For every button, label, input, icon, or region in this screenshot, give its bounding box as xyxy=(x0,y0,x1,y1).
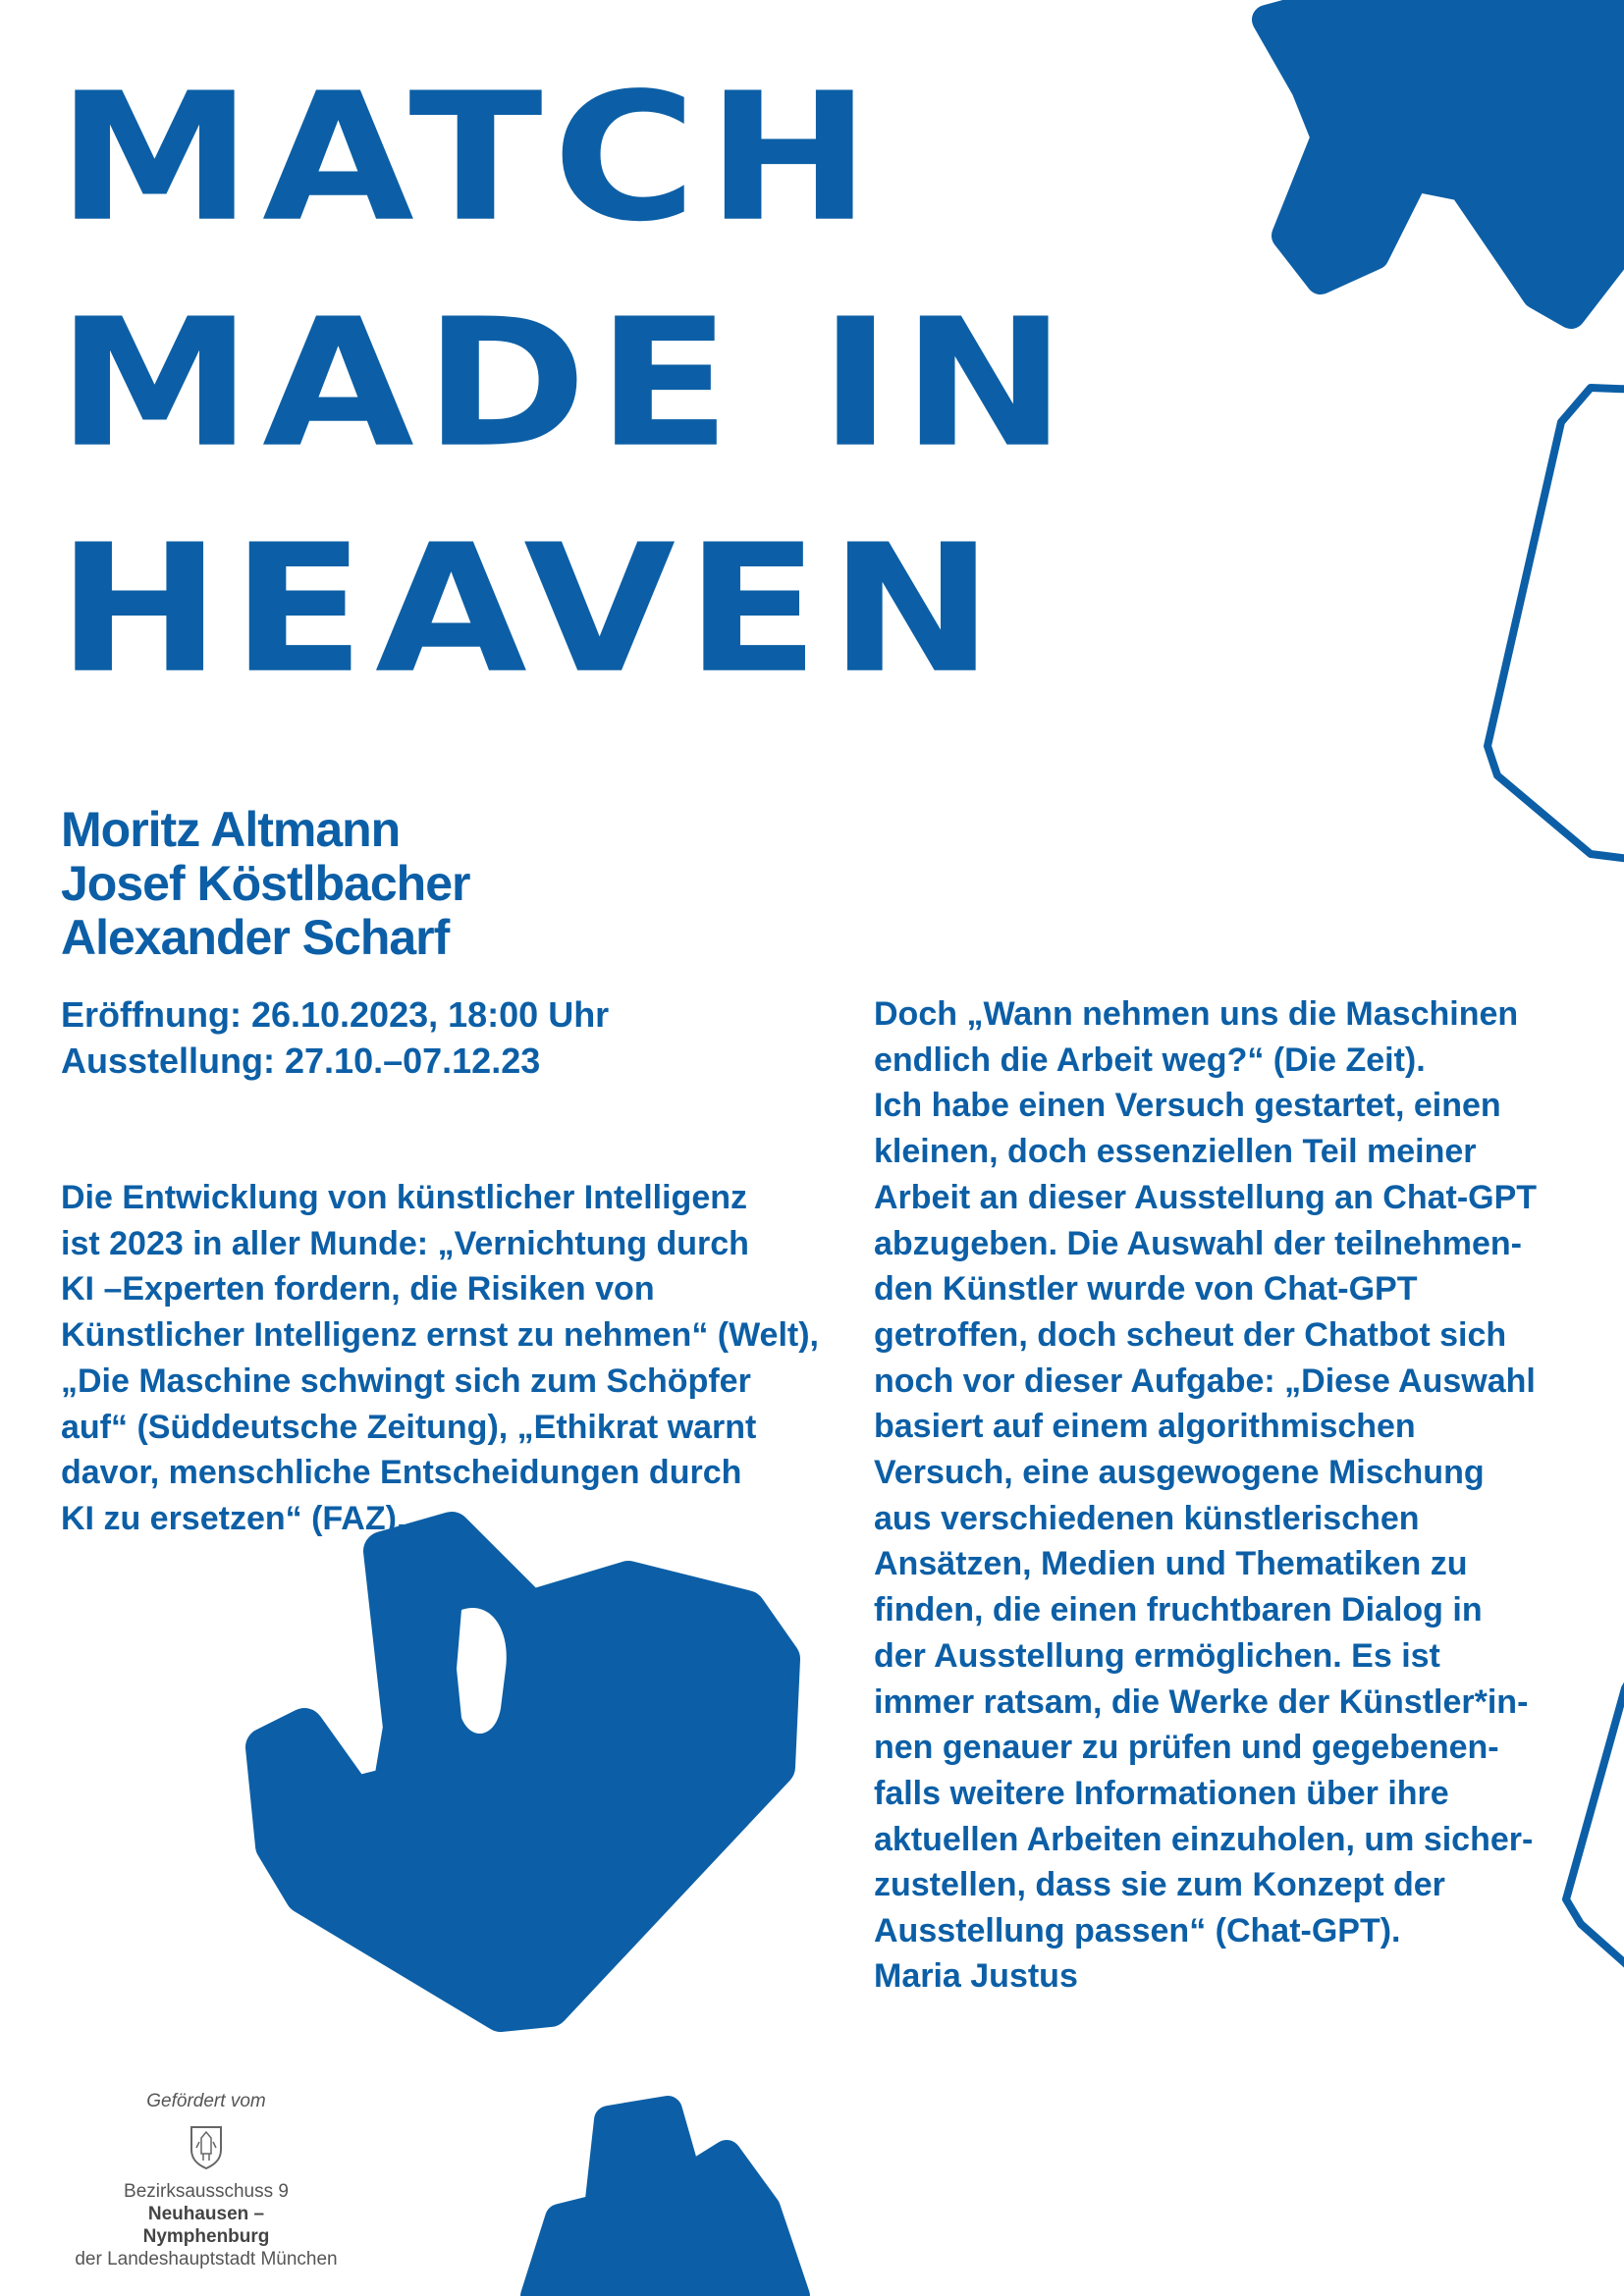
text-line: der Ausstellung ermöglichen. Es ist xyxy=(874,1636,1440,1675)
artist-name: Moritz Altmann xyxy=(61,802,401,857)
sponsor-line: Bezirksausschuss 9 xyxy=(124,2181,289,2202)
text-line: Arbeit an dieser Ausstellung an Chat-GPT xyxy=(874,1178,1538,1216)
title-line: MADE IN xyxy=(57,281,1076,487)
text-line: abzugeben. Die Auswahl der teilnehmen- xyxy=(874,1224,1522,1262)
right-outline-shape xyxy=(1488,388,1624,859)
text-line: nen genauer zu prüfen und gegebenen- xyxy=(874,1729,1499,1767)
sponsor-line: Neuhausen – xyxy=(147,2204,265,2224)
text-line: Ausstellung passen“ (Chat-GPT). xyxy=(874,1912,1401,1950)
text-line: den Künstler wurde von Chat-GPT xyxy=(874,1270,1418,1308)
text-line: Künstlicher Intelligenz ernst zu nehmen“ (Welt), xyxy=(61,1316,820,1355)
text-line: getroffen, doch scheut der Chatbot sich xyxy=(874,1315,1507,1354)
text-line: kleinen, doch essenziellen Teil meiner xyxy=(874,1133,1477,1171)
opening-date: Eröffnung: 26.10.2023, 18:00 Uhr xyxy=(61,994,610,1035)
text-line: „Die Maschine schwingt sich zum Schöpfer xyxy=(61,1362,751,1400)
title-line: MATCH xyxy=(57,55,881,261)
event-dates xyxy=(61,991,609,1084)
sponsor-block xyxy=(59,2089,353,2270)
text-line: finden, die einen fruchtbaren Dialog in xyxy=(874,1591,1483,1629)
text-line: zustellen, dass sie zum Konzept der xyxy=(874,1866,1445,1904)
text-line: Doch „Wann nehmen uns die Maschinen xyxy=(874,995,1519,1033)
artist-list xyxy=(61,803,469,965)
center-hand-blob xyxy=(265,1531,781,2012)
text-line: Versuch, eine ausgewogene Mischung xyxy=(874,1454,1485,1492)
text-line: KI –Experten fordern, die Risiken von xyxy=(61,1270,655,1308)
title-line: HEAVEN xyxy=(57,507,1004,713)
sponsor-line: Nymphenburg xyxy=(142,2226,270,2247)
text-line: davor, menschliche Entscheidungen durch xyxy=(61,1454,742,1492)
intro-text xyxy=(61,1175,866,1542)
artist-name: Josef Köstlbacher xyxy=(61,856,470,911)
text-line: Die Entwicklung von künstlicher Intelligenz xyxy=(61,1179,747,1216)
sponsor-line: der Landeshauptstadt München xyxy=(75,2249,338,2269)
exhibition-dates: Ausstellung: 27.10.–07.12.23 xyxy=(61,1041,541,1081)
text-line: Ich habe einen Versuch gestartet, einen xyxy=(874,1087,1501,1125)
munich-crest-icon xyxy=(189,2124,224,2169)
text-line: noch vor dieser Aufgabe: „Diese Auswahl xyxy=(874,1362,1536,1400)
main-text xyxy=(874,991,1581,1954)
text-line: falls weitere Informationen über ihre xyxy=(874,1774,1449,1812)
text-line: auf“ (Süddeutsche Zeitung), „Ethikrat warnt xyxy=(61,1408,757,1446)
text-line: basiert auf einem algorithmischen xyxy=(874,1408,1416,1446)
center-blob-notch xyxy=(457,1608,507,1734)
text-line: KI zu ersetzen“ (FAZ). xyxy=(61,1499,406,1537)
funded-by-label: Gefördert vom xyxy=(146,2091,266,2111)
text-line: immer ratsam, die Werke der Künstler*in- xyxy=(874,1682,1529,1721)
text-line: ist 2023 in aller Munde: „Vernichtung durch xyxy=(61,1224,749,1262)
author-name: Maria Justus xyxy=(874,1957,1078,1995)
text-line: aus verschiedenen künstlerischen xyxy=(874,1499,1420,1537)
top-right-blob xyxy=(1267,0,1624,314)
bottom-fingers-shape xyxy=(535,2110,795,2296)
text-line: aktuellen Arbeiten einzuholen, um sicher- xyxy=(874,1820,1534,1858)
text-line: endlich die Arbeit weg?“ (Die Zeit). xyxy=(874,1041,1426,1079)
artist-name: Alexander Scharf xyxy=(61,910,450,965)
text-line: Ansätzen, Medien und Thematiken zu xyxy=(874,1545,1468,1583)
poster-title xyxy=(57,57,1235,734)
